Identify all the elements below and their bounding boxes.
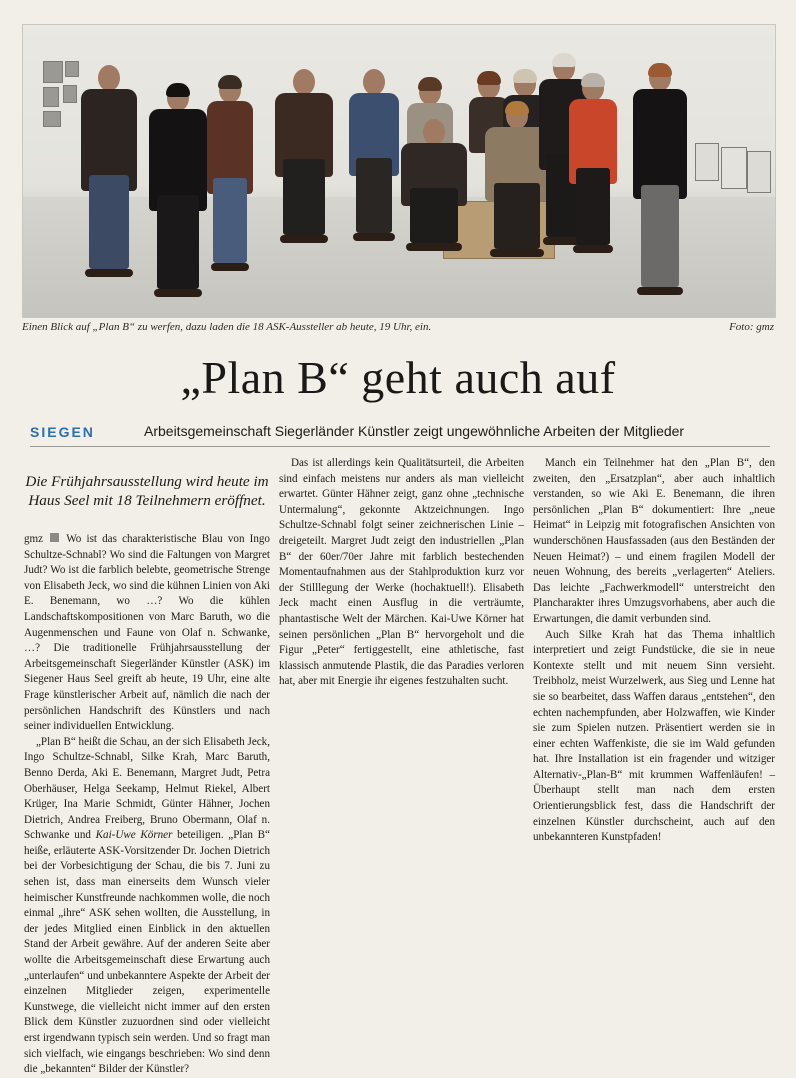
article-paragraph: „Plan B“ heißt die Schau, an der sich Elisabeth Jeck, Ingo Schultze-Schnabl, Silke Krah, Marc Baruth, Benno Derda, Aki E. Benemann, Margret Judt, Petra Oberhäuser, Helga Seekamp, Helmut Riekel, Albert Krüger, Ina Marie Schmidt, Günter Hähner, Jochen Dietrich, Andrea Freiberg, Bruno Obermann, Olaf n. Schwanke und Kai-Uwe Körner beteiligen. „Plan B“ heiße, erläuterte ASK-Vorsitzender Dr. Jochen Dietrich bei der Vorbesichtigung der Schau, die bis 7. Juni zu sehen ist, dass man einerseits dem Wunsch vieler heimischer Kunstfreunde nachkommen wolle, die noch einmal „ihre“ ASK sehen wollten, die Ausstellung, in der jedes Mitglied einen Einblick in den aktuellen Stand der Arbeit gewähre. Auf der anderen Seite aber wollte die Arbeitsgemeinschaft diese Erwartung auch „unterlaufen“ und unbekanntere Aspekte der Arbeit der einzelnen Mitglieder zeigen, experimentelle Kunstwege, die vielleicht nicht immer auf den ersten Blick dem Künstler zuzuordnen sind oder vielleicht erst irgendwann typisch sein werden. Und so fragt man sich vielfach, wie eingangs beschrieben: Wo sind denn die „bekannten“ Bilder der Künstler? [24,735,270,1076]
subheadline-row [30,422,770,447]
article-column-2 [279,456,524,690]
highlighted-name: Kai-Uwe Körner [95,829,173,842]
article-paragraph: Auch Silke Krah hat das Thema inhaltlich interpretiert und zeigt Fundstücke, die sie in neue Kontexte stellt und mit neuem Sinn versieht. Treibholz, meist Wurzelwerk, aus Sieg und Lenne hat sie so bearbeitet, dass Waffen daraus „entstehen“, den echten nachempfunden, aber Holzwaffen, wie Kinder sie zum Spielen nutzen. Präsentiert werden sie in einer echten Waffenkiste, die sie im Wald gefunden hat. Ihre Installation ist ein fragender und witziger Alternativ-„Plan-B“ mit krummen Waffenläufen! – Überhaupt stellt man nach dem ersten Orientierungsblick fest, dass die Handschrift der einzelnen Künstler durchscheint, auch auf den unbekannteren Kunstpfaden! [533,628,775,844]
photo-caption-row [22,321,774,337]
article-paragraph: Das ist allerdings kein Qualitätsurteil, die Arbeiten sind einfach meistens nur anders als man vielleicht erwartet. Günter Hähner zeigt, ganz ohne „technische Untermalung“, gekonnte Aktzeichnungen. Ingo Schultze-Schnabl folgt seiner zeichnerischen Linie – dreigeteilt. Margret Judt zeigt den industriellen „Plan B“ der 60er/70er Jahre mit farblich bestechenden Momentaufnahmen aus der Stahlproduktion kurz vor der Stilllegung der Werke (hochaktuell!). Elisabeth Jeck macht einen Ausflug in die verträumte, phantastische Welt der Märchen. Kai-Uwe Körner hat seinen persönlichen „Plan B“ hervorgeholt und die Figur „Peter“ fertiggestellt, eine athletische, fast klassisch anmutende Plastik, die das Paradies verloren hat, aber mit Energie ihr eigenes festzuhalten sucht. [279,457,524,688]
article-subheadline: Arbeitsgemeinschaft Siegerländer Künstler zeigt ungewöhnliche Arbeiten der Mitglieder [144,423,685,439]
photo-credit: Foto: gmz [729,321,774,333]
byline: gmz [24,533,44,545]
exhibition-group-photo [22,24,776,318]
article-column-3 [533,456,775,846]
article-headline: „Plan B“ geht auch auf [180,352,616,403]
location-kicker: SIEGEN [30,424,95,440]
square-bullet-icon [50,533,59,542]
article-lead: Die Frühjahrsausstellung wird heute im Haus Seel mit 18 Teilnehmern eröffnet. [25,473,269,509]
article-paragraph: gmz Wo ist das charakteristische Blau von Ingo Schultze-Schnabl? Wo sind die Faltungen von Margret Judt? Wo ist die farblich belebte, geometrische Strenge von Elisabeth Jeck, wo sind die kühnen Linien von Aki E. Benemann, wo …? Wo die kühlen Landschaftskompositionen von Marc Baruth, wo die Augenmenschen und Faune von Olaf n. Schwanke, …? Die traditionelle Frühjahrsausstellung der Arbeitsgemeinschaft Siegerländer Künstler (ASK) im Siegener Haus Seel greift ab heute, 19 Uhr, eine alte Frage künstlerischer Arbeit auf, nämlich die nach der persönlichen Handschrift des Künstlers und nach seiner individuellen Entwicklung. [24,533,270,733]
photo-caption: Einen Blick auf „Plan B“ zu werfen, dazu laden die 18 ASK-Aussteller ab heute, 19 Uhr, ein. [22,321,432,333]
article-column-1 [24,456,270,1078]
article-paragraph: Manch ein Teilnehmer hat den „Plan B“, den zweiten, den „Ersatzplan“, aber auch inhaltlich verstanden, so wie Aki E. Benemann, die ihren persönlichen „Plan B“ dokumentiert: Ihre „neue Heimat“ in Leipzig mit fotografischen Ansichten von wunderschönen Hausfassaden (aus den Beständen der Neuen Heimat?) – und einem fragilen Modell der neuen Wohnung, des bereits „verlagerten“ Ateliers. Das leichte „Fachwerkmodell“ unterstreicht den Plancharakter ihres Umzugsvorhabens, aber auch die Erwartungen, die damit verbunden sind. [533,457,775,625]
